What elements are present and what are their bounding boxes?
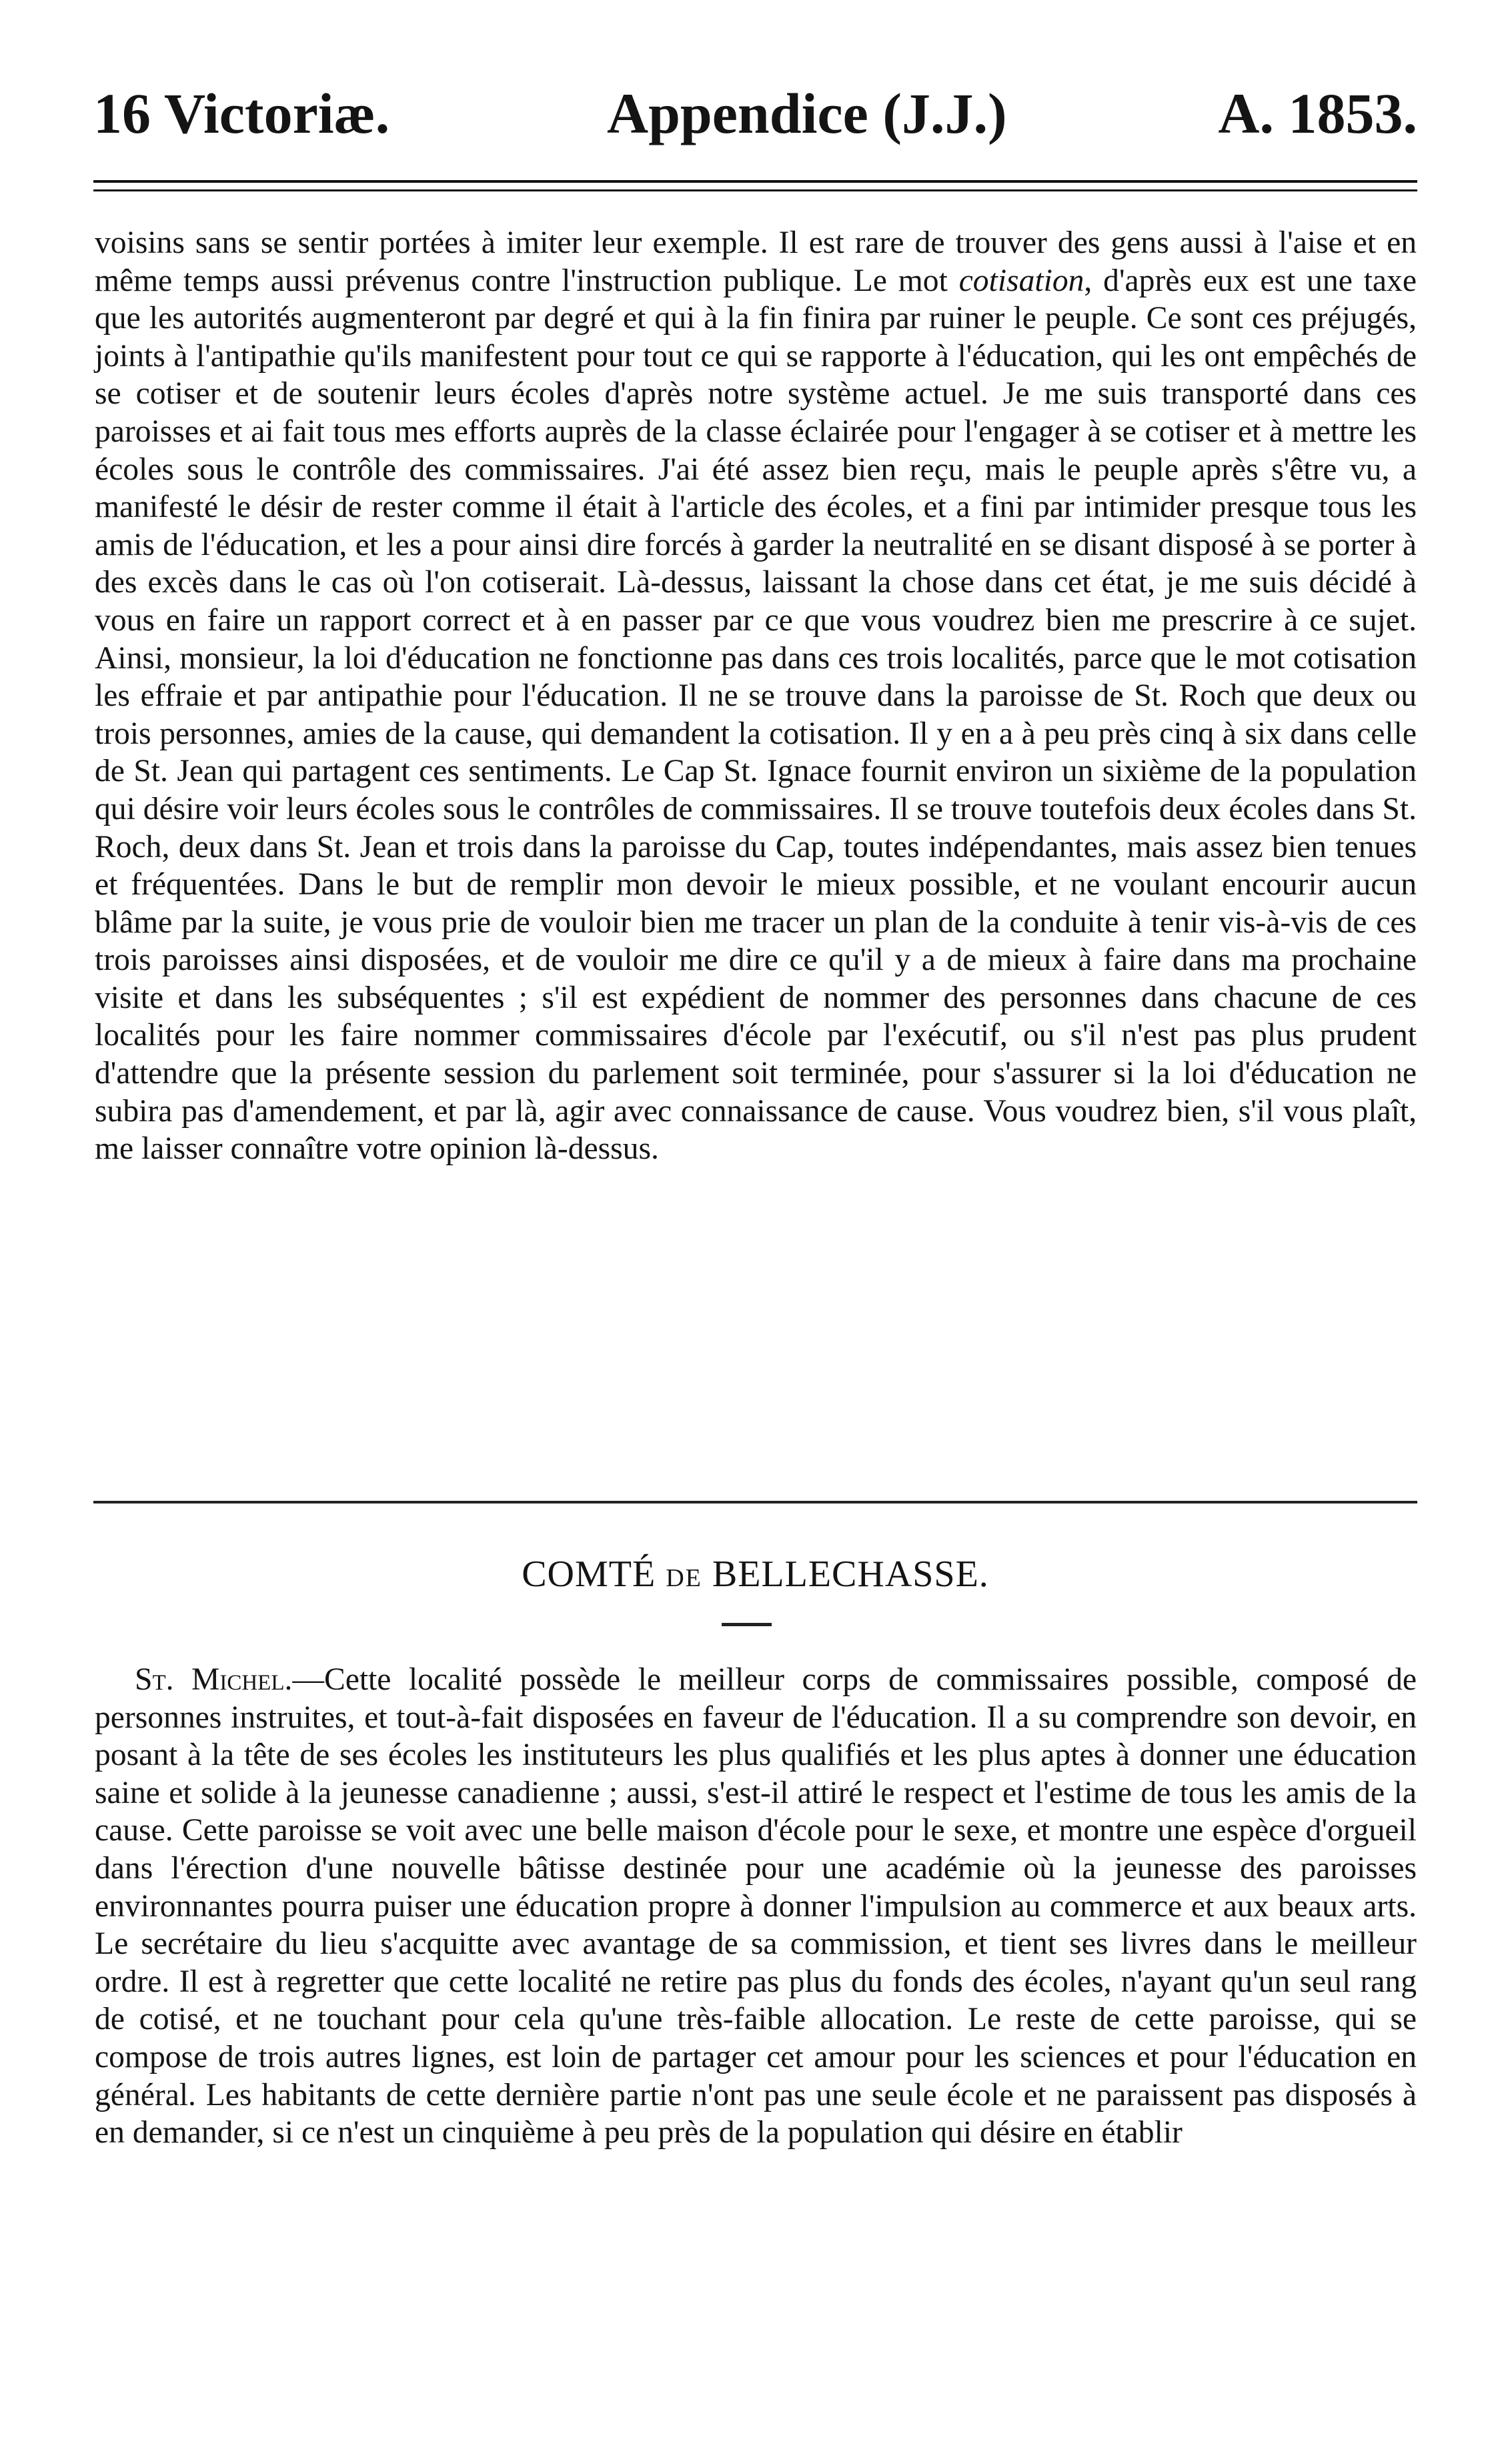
heading-dash bbox=[722, 1623, 772, 1626]
italic-term: cotisation bbox=[958, 263, 1084, 298]
paragraph-text: —Cette localité possède le meilleur corps de commissaires possible, composé de personnes instruites, et tout-à-fait disposées en faveur de l'éducation. Il a su comprendre son devoir, en posant à la tête de ses écoles les instituteurs les plus qualifiés et les plus aptes à donner une éducation saine et solide à la jeunesse canadienne ; aussi, s'est-il attiré le respect et l'estime de tous les amis de la cause. Cette paroisse se voit avec une belle maison d'école pour le sexe, et montre une espèce d'orgueil dans l'érection d'une nouvelle bâtisse destinée pour une académie où la jeunesse des paroisses environnantes pourra puiser une éducation propre à donner l'impulsion au commerce et aux beaux arts. Le secrétaire du lieu s'acquitte avec avantage de sa commission, et tient ses livres dans le meilleur ordre. Il est à regretter que cette localité ne retire pas plus du fonds des écoles, n'ayant qu'un seul rang de cotisé, et ne touchant pour cela qu'une très-faible allocation. Le reste de cette paroisse, qui se compose de trois autres lignes, est loin de partager cet amour pour les sciences et pour l'éducation en général. Les habitants de cette dernière partie n'ont pas une seule école et ne paraissent pas disposés à en demander, si ce n'est un cinquième à peu près de la population qui désire en établir bbox=[95, 1662, 1417, 2150]
section-heading-text: COMTÉ bbox=[522, 1554, 666, 1595]
section-heading-text: BELLECHASSE. bbox=[702, 1554, 989, 1595]
header-appendix: Appendice (J.J.) bbox=[607, 81, 1007, 145]
header-double-rule bbox=[93, 180, 1417, 191]
paragraph-continued bbox=[95, 224, 1417, 1168]
paragraph-text: voisins sans se sentir portées à imiter leur exemple. Il est rare de trouver des gens aussi à l'aise et en même temps aussi prévenus contre l'instruction publique. Le mot bbox=[95, 225, 1417, 298]
section-heading-particle: DE bbox=[666, 1564, 702, 1592]
paragraph-lead: St. Michel. bbox=[135, 1662, 293, 1697]
section-heading bbox=[93, 1551, 1417, 1602]
header-session: 16 Victoriæ. bbox=[93, 81, 390, 145]
header-year: A. 1853. bbox=[1218, 81, 1417, 145]
page-header bbox=[93, 73, 1417, 153]
paragraph-text: , d'après eux est une taxe que les autorités augmenteront par degré et qui à la fin finira par ruiner le peuple. Ce sont ces préjugés, joints à l'antipathie qu'ils manifestent pour tout ce qui se rapporte à l'éducation, qui les ont empêchés de se cotiser et de soutenir leurs écoles d'après notre système actuel. Je me suis transporté dans ces paroisses et ai fait tous mes efforts auprès de la classe éclairée pour l'engager à se cotiser et à mettre les écoles sous le contrôle des commissaires. J'ai été assez bien reçu, mais le peuple après s'être vu, a manifesté le désir de rester comme il était à l'article des écoles, et a fini par intimider presque tous les amis de l'éducation, et les a pour ainsi dire forcés à garder la neutralité en se disant disposé à se porter à des excès dans le cas où l'on cotiserait. Là-dessus, laissant la chose dans cet état, je me suis décidé à vous en faire un rapport correct et à en passer par ce que vous voudrez bien me prescrire à ce sujet. Ainsi, monsieur, la loi d'éducation ne fonctionne pas dans ces trois localités, parce que le mot cotisation les effraie et par antipathie pour l'éducation. Il ne se trouve dans la paroisse de St. Roch que deux ou trois personnes, amies de la cause, qui demandent la cotisation. Il y en a à peu près cinq à six dans celle de St. Jean qui partagent ces sentiments. Le Cap St. Ignace fournit environ un sixième de la population qui désire voir leurs écoles sous le contrôles de commissaires. Il se trouve toutefois deux écoles dans St. Roch, deux dans St. Jean et trois dans la paroisse du Cap, toutes indépendantes, mais assez bien tenues et fréquentées. Dans le but de remplir mon devoir le mieux possible, et ne voulant encourir aucun blâme par la suite, je vous prie de vouloir bien me tracer un plan de la conduite à tenir vis-à-vis de ces trois paroisses ainsi disposées, et de vouloir me dire ce qu'il y a de mieux à faire dans ma prochaine visite et dans les subséquentes ; s'il est expédient de nommer des personnes dans chacune de ces localités pour les faire nommer commissaires d'école par l'exécutif, ou s'il n'est pas plus prudent d'attendre que la présente session du parlement soit terminée, pour s'assurer si la loi d'éducation ne subira pas d'amendement, et par là, agir avec connaissance de cause. Vous voudrez bien, s'il vous plaît, me laisser connaître votre opinion là-dessus. bbox=[95, 263, 1417, 1167]
paragraph-st-michel bbox=[95, 1661, 1417, 2152]
section-divider-rule bbox=[93, 1501, 1417, 1503]
